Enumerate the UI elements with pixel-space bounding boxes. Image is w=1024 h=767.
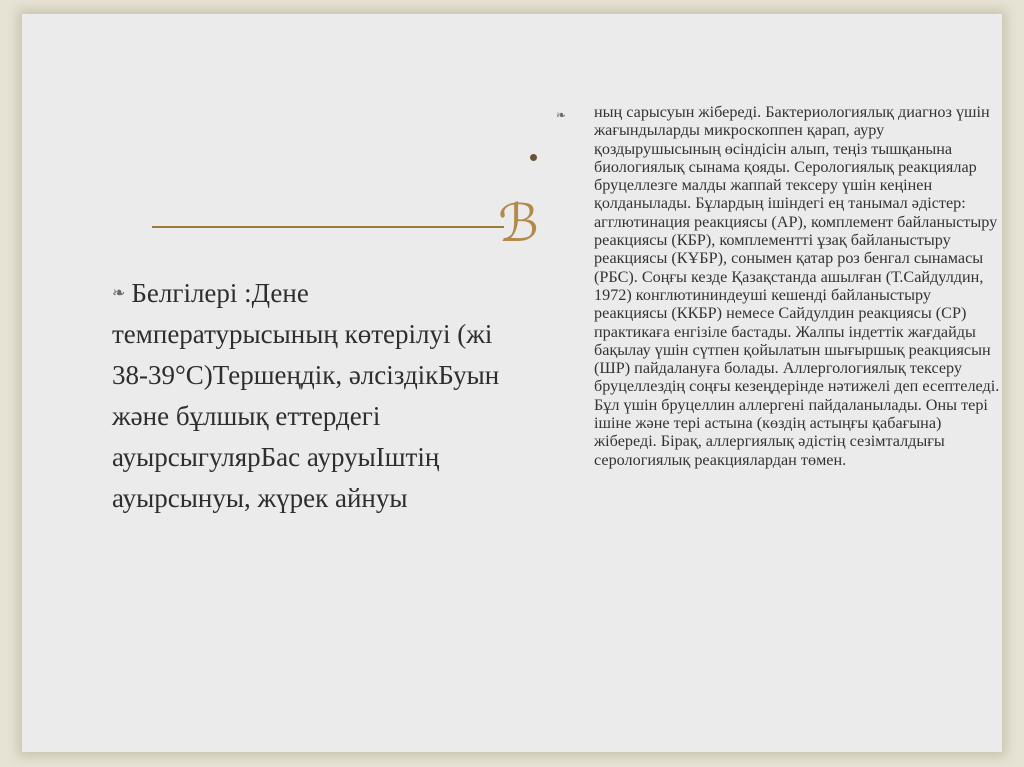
left-text-block — [112, 272, 532, 519]
dot-marker — [530, 154, 537, 161]
right-text: ның сарысуын жібереді. Бактериологиялық диагноз үшін жағындыларды микроскоппен қарап, ауру қоздырушысының өсіндісін алып, теңіз тышқанына биологиялық сынама қояды. Серологиялық реакциялар бруцеллезге малды жаппай тексеру үшін кеңінен қолданылады. Бұлардың ішіндегі ең танымал әдістер: агглютинация реакциясы (АР), комплемент байланыстыру реакциясы (КБР), комплементті ұзақ байланыстыру реакциясы (КҰБР), сонымен қатар роз бенгал сынамасы (РБС). Соңғы кезде Қазақстанда ашылған (Т.Сайдулдин, 1972) конглютининдеуші кешенді байланыстыру реакциясы (ККБР) немесе Сайдулдин реакциясы (СР) практикаға енгізіле бастады. Жалпы індеттік жағдайды бақылау үшін сүтпен қойылатын шығыршық реакциясын (ШР) пайдалануға болады. Аллергологиялық тексеру бруцеллездің соңғы кезеңдерінде нәтижелі деп есептеледі. Бұл үшін бруцеллин аллергені пайдаланылады. Оны тері ішіне және тері астына (көздің астыңғы қабағына) жібереді. Бірақ, аллергиялық әдістің сезімталдығы серологиялық реакциялардан төмен. — [594, 103, 1000, 469]
left-text: Белгілері :Дене температурысының көтерілуі (жі 38-39°С)Тершеңдік, әлсіздікБуын және бұлшық еттердегі ауырсыгулярБас ауруыІштің ауырсынуы, жүрек айнуы — [112, 278, 500, 513]
right-text-block — [556, 103, 1004, 469]
divider-line — [152, 226, 504, 228]
slide — [22, 14, 1002, 752]
fleuron-bullet-icon: ❧ — [556, 108, 567, 122]
ornament-icon: ℬ — [498, 194, 539, 254]
fleuron-bullet-icon: ❧ — [112, 283, 126, 302]
